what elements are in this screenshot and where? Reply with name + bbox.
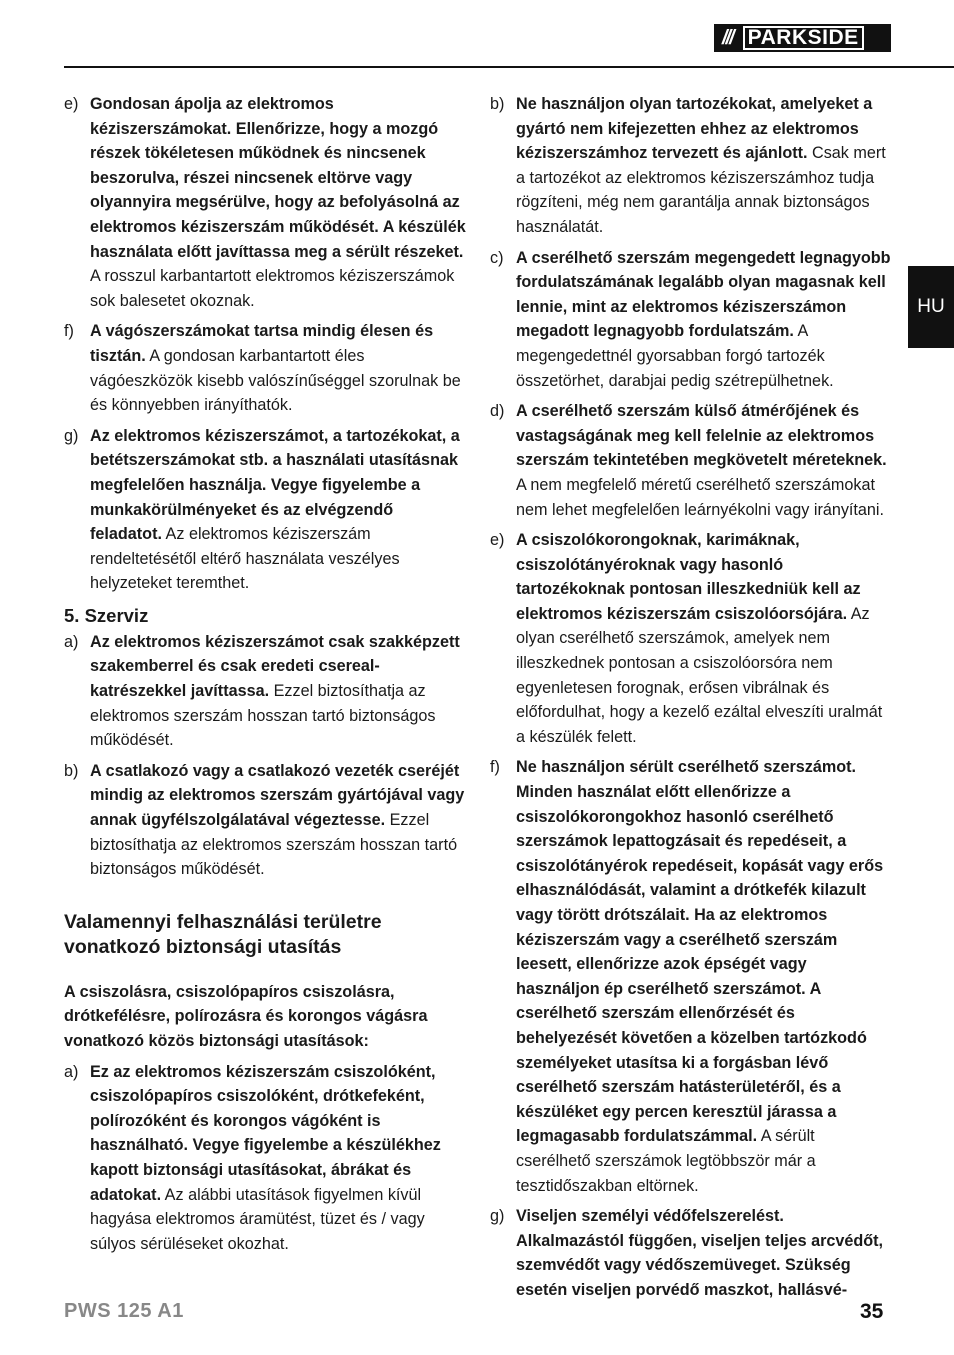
list-item <box>490 92 892 240</box>
item-normal-text: Az elektromos kéziszerszám rendeltetésétől eltérő használata veszélyes helyzeteket teremthet. <box>90 525 400 593</box>
item-normal-text: Az alábbi utasítások figyelmen kívül hagyása elektromos áramütést, tüzet és / vagy súlyos sérüléseket okozhat. <box>90 1185 425 1253</box>
left-top-items <box>64 92 466 596</box>
item-text <box>516 1204 892 1302</box>
right-items <box>490 92 892 1303</box>
item-bold-text: Az elektromos kéziszerszámot, a tartozékokat, a betétszerszámokat stb. a használati utasításnak megfelelően használja. Vegye figyelembe a munkakörülményeket és az elvégzendő feladatot. <box>90 426 460 544</box>
item-normal-text: Az olyan cserélhető szerszámok, amelyek nem illeszkednek pontosan a csiszolóorsóra nem egyenletesen forognak, erősen vibrálnak és előfordulhat, hogy a kezelő ezáltal elveszíti uralmát a készülék felett. <box>516 604 883 746</box>
list-item <box>490 399 892 522</box>
item-text <box>90 92 466 313</box>
list-item <box>490 1204 892 1302</box>
item-text <box>90 319 466 417</box>
item-bold-text: A csiszolókorongoknak, karimáknak, csiszolótányéroknak vagy hasonló tartozékoknak pontosan illeszkedniük kell az elektromos kéziszerszám csiszolóorsójára. <box>516 531 861 623</box>
item-bold-text: A csatlakozó vagy a csatlakozó vezeték cseréjét mindig az elektromos szerszám gyártójával vagy annak ügyfélszolgálatával végeztesse. <box>90 761 465 830</box>
item-label: f) <box>490 758 500 777</box>
item-bold-text: A cserélhető szerszám megengedett legnagyobb fordulatszámának legalább olyan magasnak kell lennie, mint az elektromos kéziszerszámon megadott legnagyobb fordulatszám. <box>516 248 891 341</box>
language-tab: HU <box>908 266 954 348</box>
item-normal-text: A rosszul karbantartott elektromos kéziszerszámok sok balesetet okoznak. <box>90 267 455 310</box>
item-label: f) <box>64 322 74 341</box>
list-item <box>64 92 466 313</box>
item-text <box>90 1060 466 1257</box>
list-item <box>64 630 466 753</box>
item-bold-text: Viseljen személyi védőfelszerelést. Alkalmazástól függően, viseljen teljes arcvédőt, szemvédőt vagy védőszemüveget. Szükség esetén viseljen porvédő maszkot, hallásvé- <box>516 1207 884 1299</box>
model-name: PWS 125 A1 <box>64 1300 184 1322</box>
item-normal-text: A nem megfelelő méretű cserélhető szerszámokat nem lehet megfelelően leárnyékolni vagy irányítani. <box>516 475 885 519</box>
item-label: e) <box>490 531 505 550</box>
list-item <box>64 424 466 596</box>
page-number: 35 <box>860 1300 884 1323</box>
section-heading: Valamennyi felhasználási területre vonatkozó biztonsági utasítás <box>64 910 382 958</box>
list-item <box>490 246 892 394</box>
item-text <box>516 528 892 749</box>
right-column <box>490 92 892 1309</box>
section-items <box>64 1060 466 1257</box>
item-text <box>90 759 466 882</box>
item-label: a) <box>64 632 79 651</box>
item-label: a) <box>64 1062 79 1081</box>
parkside-logo <box>714 24 891 52</box>
service-items <box>64 630 466 882</box>
item-text <box>516 92 892 240</box>
item-bold-text: A cserélhető szerszám külső átmérőjének és vastagságának meg kell felelnie az elektromos szerszám tekintetében megkövetelt méreteknek. <box>516 402 887 470</box>
item-text <box>90 424 466 596</box>
list-item <box>64 319 466 417</box>
item-bold-text: Gondosan ápolja az elektromos kéziszerszámokat. Ellenőrizze, hogy a mozgó részek tökéletesen működnek és nincsenek beszorulva, részei nincsenek eltörve vagy olyannyira megsérülve, hogy az befolyásolná az elektromos kéziszerszám működését. A készülék használata előtt javíttassa meg a sérült részeket. <box>90 95 466 261</box>
item-text <box>516 246 892 394</box>
list-item <box>490 755 892 1198</box>
item-label: e) <box>64 95 79 113</box>
item-bold-text: Ne használjon sérült cserélhető szerszámot. Minden használat előtt ellenőrizze a csiszolókorongokhoz hasonló cserélhető szerszámok lepattogzásait és repedéseit, a csiszolótányérok repedéseit, kopását vagy erős elhasználódását, valamint a drótkefék kilazult vagy törött drótszálait. Ha az elektromos kéziszerszám vagy a cserélhető szerszám leesett, ellenőrizze azok épségét vagy használjon ép cserélhető szerszámot. A cserélhető szerszám ellenőrzését és behelyezését követően a közelben tartózkodó személyeket utasítsa ki a forgásban lévő cserélhető szerszám hatásterületéről, és a készüléket egy percen keresztül járassa a legmagasabb fordulatszámmal. <box>516 758 884 1146</box>
list-item <box>64 759 466 882</box>
logo-stripes: /// <box>722 26 733 49</box>
item-label: b) <box>64 761 79 780</box>
item-label: c) <box>490 248 504 267</box>
item-normal-text: Csak mert a tartozékot az elektromos kéziszerszámhoz tudja rögzíteni, még nem garantálja annak biztonságos használatát. <box>516 144 886 236</box>
section-intro: A csiszolásra, csiszolópapíros csiszolásra, drótkefélésre, polírozásra és korongos vágásra vonatkozó közös biztonsági utasítások: <box>64 982 428 1050</box>
left-column <box>64 92 466 1262</box>
item-normal-text: Ezzel biztosíthatja az elektromos szerszám hosszan tartó biztonságos működését. <box>90 811 458 879</box>
item-label: g) <box>490 1207 505 1226</box>
item-text <box>516 399 892 522</box>
item-normal-text: A sérült cserélhető szerszámok legtöbbször már a tesztidőszakban eltörnek. <box>516 1127 816 1195</box>
item-label: b) <box>490 95 505 113</box>
header-rule <box>64 66 954 68</box>
item-bold-text: Ne használjon olyan tartozékokat, amelyeket a gyártó nem kifejezetten ehhez az elektromos kéziszerszámhoz tervezett és ajánlott. <box>516 95 873 163</box>
item-normal-text: Ezzel biztosíthatja az elektromos szerszám hosszan tartó biztonságos működését. <box>90 682 436 750</box>
list-item <box>64 1060 466 1257</box>
item-normal-text: A gondosan karbantartott éles vágóeszközök kisebb valószínűséggel szorulnak be és könnyebben irányíthatók. <box>90 346 461 415</box>
item-bold-text: A vágószerszámokat tartsa mindig élesen és tisztán. <box>90 322 434 365</box>
service-heading: 5. Szerviz <box>64 604 149 626</box>
item-bold-text: Ez az elektromos kéziszerszám csiszolóként, csiszolópapíros csiszolóként, drótkefeként, polírozóként és korongos vágóként is használható. Vegye figyelembe a készülékhez kapott biztonsági utasításokat, ábrákat és adatokat. <box>90 1062 441 1204</box>
logo-brand: PARKSIDE <box>743 26 864 50</box>
item-label: d) <box>490 402 505 421</box>
item-text <box>90 630 466 753</box>
item-text <box>516 755 892 1198</box>
item-label: g) <box>64 426 79 445</box>
item-bold-text: Az elektromos kéziszerszámot csak szakképzett szakemberrel és csak eredeti csereal-katrészekkel javíttassa. <box>90 632 460 701</box>
list-item <box>490 528 892 749</box>
item-normal-text: A megengedettnél gyorsabban forgó tartozék összetörhet, darabjai pedig szétrepülhetnek. <box>516 322 834 390</box>
